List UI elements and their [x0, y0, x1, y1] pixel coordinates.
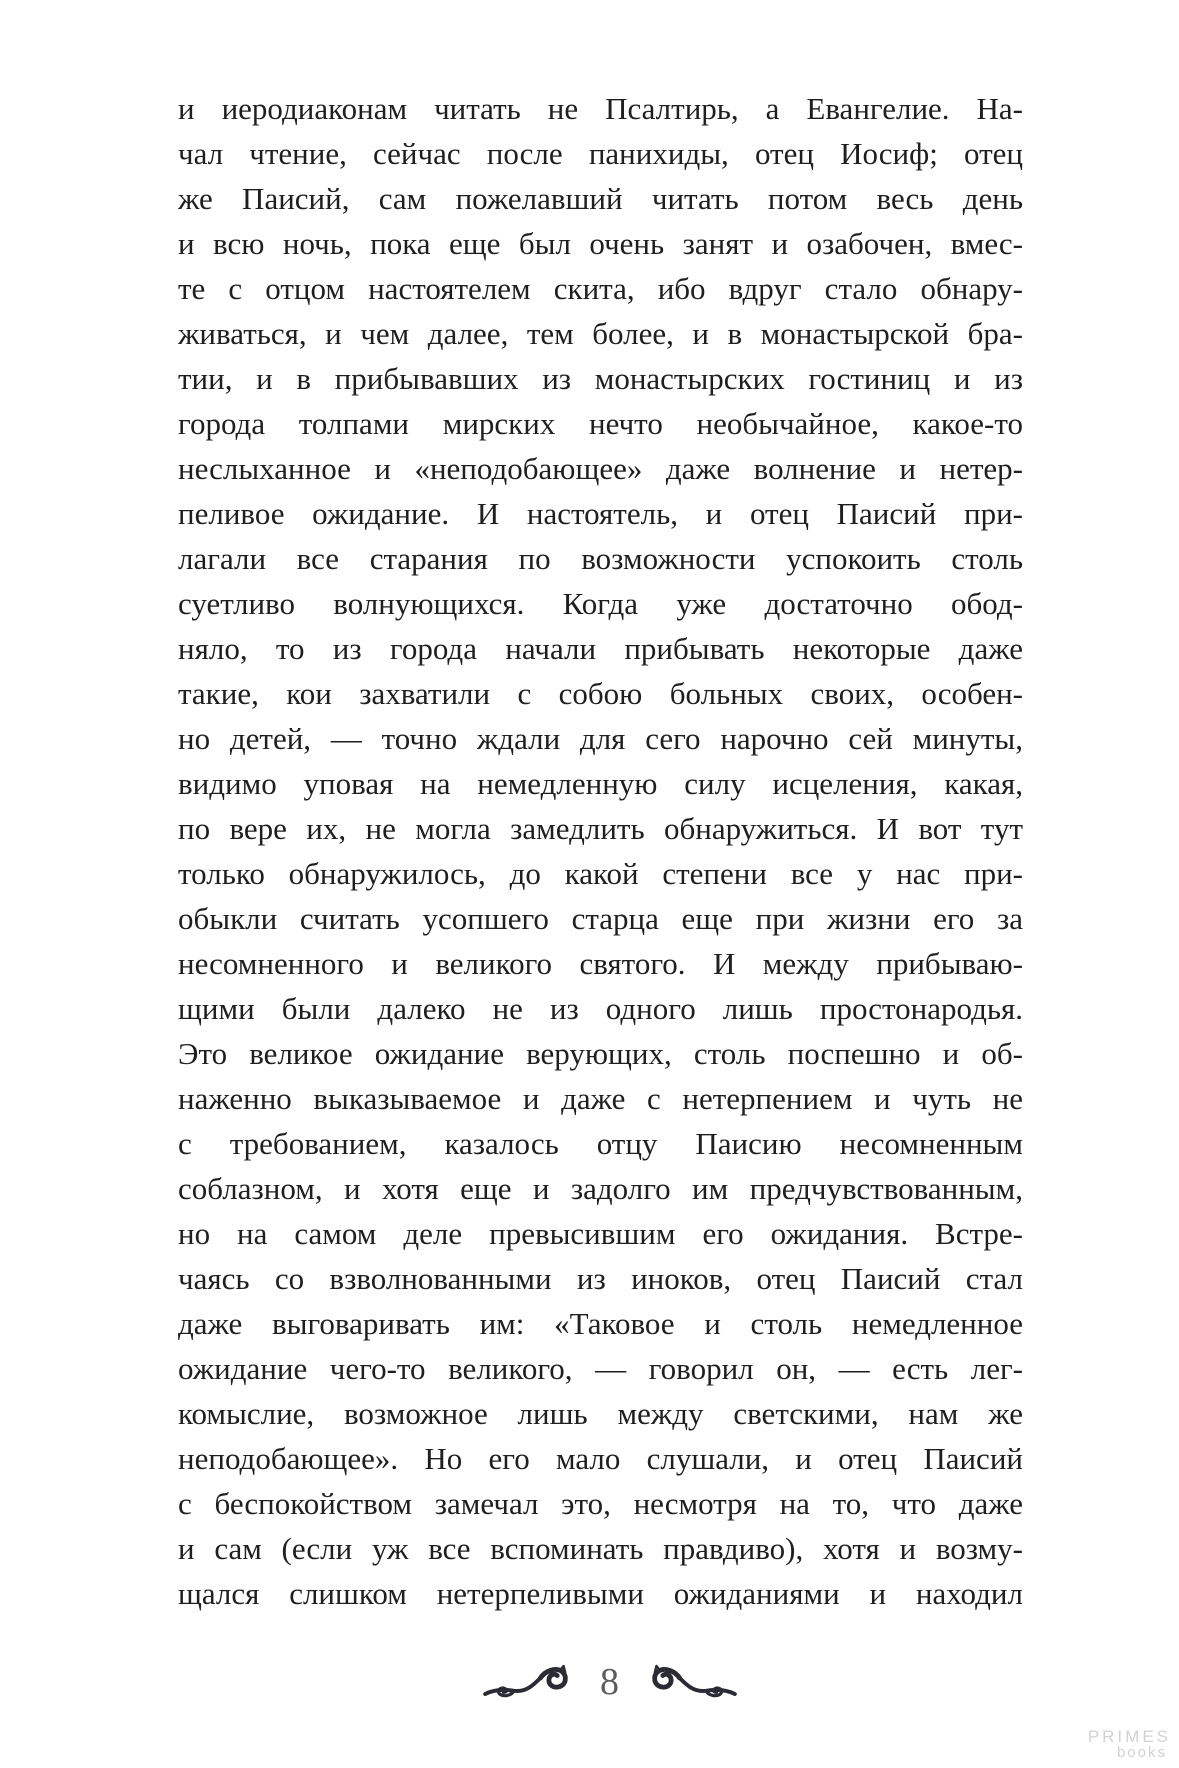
text-line: и иеродиаконам читать не Псалтирь, а Евангелие. На-	[178, 91, 1023, 126]
text-line: несомненного и великого святого. И между прибываю-	[178, 946, 1023, 981]
text-line: няло, то из города начали прибывать некоторые даже	[178, 631, 1023, 666]
text-line: те с отцом настоятелем скита, ибо вдруг стало обнару-	[178, 271, 1023, 306]
text-line: с беспокойством замечал это, несмотря на то, что даже	[178, 1486, 1023, 1521]
text-line: видимо уповая на немедленную силу исцеления, какая,	[178, 766, 1023, 801]
text-line: наженно выказываемое и даже с нетерпением и чуть не	[178, 1081, 1023, 1116]
watermark-primes-label: PRIMES	[1087, 1727, 1171, 1746]
text-line: чал чтение, сейчас после панихиды, отец Иосиф; отец	[178, 136, 1023, 171]
text-line: но на самом деле превысившим его ожидания. Встре-	[178, 1216, 1023, 1251]
scroll-flourish-left-icon	[482, 1664, 578, 1700]
publisher-watermark	[1088, 1729, 1171, 1760]
body-text	[178, 86, 1023, 1616]
text-line: ожидание чего-то великого, — говорил он, — есть лег-	[178, 1351, 1023, 1386]
text-line: по вере их, не могла замедлить обнаружиться. И вот тут	[178, 811, 1023, 846]
text-line: Это великое ожидание верующих, столь поспешно и об-	[178, 1036, 1023, 1071]
text-line: с требованием, казалось отцу Паисию несомненным	[178, 1126, 1023, 1161]
text-line: неслыханное и «неподобающее» даже волнение и нетер-	[178, 451, 1023, 486]
text-line: даже выговаривать им: «Таковое и столь немедленное	[178, 1306, 1023, 1341]
text-line: и всю ночь, пока еще был очень занят и озабочен, вмес-	[178, 226, 1023, 261]
text-line: же Паисий, сам пожелавший читать потом весь день	[178, 181, 1023, 216]
text-line: только обнаружилось, до какой степени все у нас при-	[178, 856, 1023, 891]
text-line: щался слишком нетерпеливыми ожиданиями и находил	[178, 1576, 1023, 1611]
text-line: и сам (если уж все вспоминать правдиво), хотя и возму-	[178, 1531, 1023, 1566]
scroll-flourish-right-icon	[642, 1664, 738, 1700]
watermark-books-label: books	[1116, 1744, 1167, 1761]
text-line: тии, и в прибывавших из монастырских гостиниц и из	[178, 361, 1023, 396]
page-footer	[20, 1662, 1179, 1702]
text-line: живаться, и чем далее, тем более, и в монастырской бра-	[178, 316, 1023, 351]
text-line: такие, кои захватили с собою больных своих, особен-	[178, 676, 1023, 711]
text-line: пеливое ожидание. И настоятель, и отец Паисий при-	[178, 496, 1023, 531]
page-number: 8	[600, 1661, 619, 1703]
text-line: комыслие, возможное лишь между светскими, нам же	[178, 1396, 1023, 1431]
text-line: неподобающее». Но его мало слушали, и отец Паисий	[178, 1441, 1023, 1476]
text-line: города толпами мирских нечто необычайное, какое-то	[178, 406, 1023, 441]
text-line: но детей, — точно ждали для сего нарочно сей минуты,	[178, 721, 1023, 756]
text-line: суетливо волнующихся. Когда уже достаточно обод-	[178, 586, 1023, 621]
text-line: щими были далеко не из одного лишь простонародья.	[178, 991, 1023, 1026]
text-line: лагали все старания по возможности успокоить столь	[178, 541, 1023, 576]
text-line: чаясь со взволнованными из иноков, отец Паисий стал	[178, 1261, 1023, 1296]
text-line: соблазном, и хотя еще и задолго им предчувствованным,	[178, 1171, 1023, 1206]
text-line: обыкли считать усопшего старца еще при жизни его за	[178, 901, 1023, 936]
